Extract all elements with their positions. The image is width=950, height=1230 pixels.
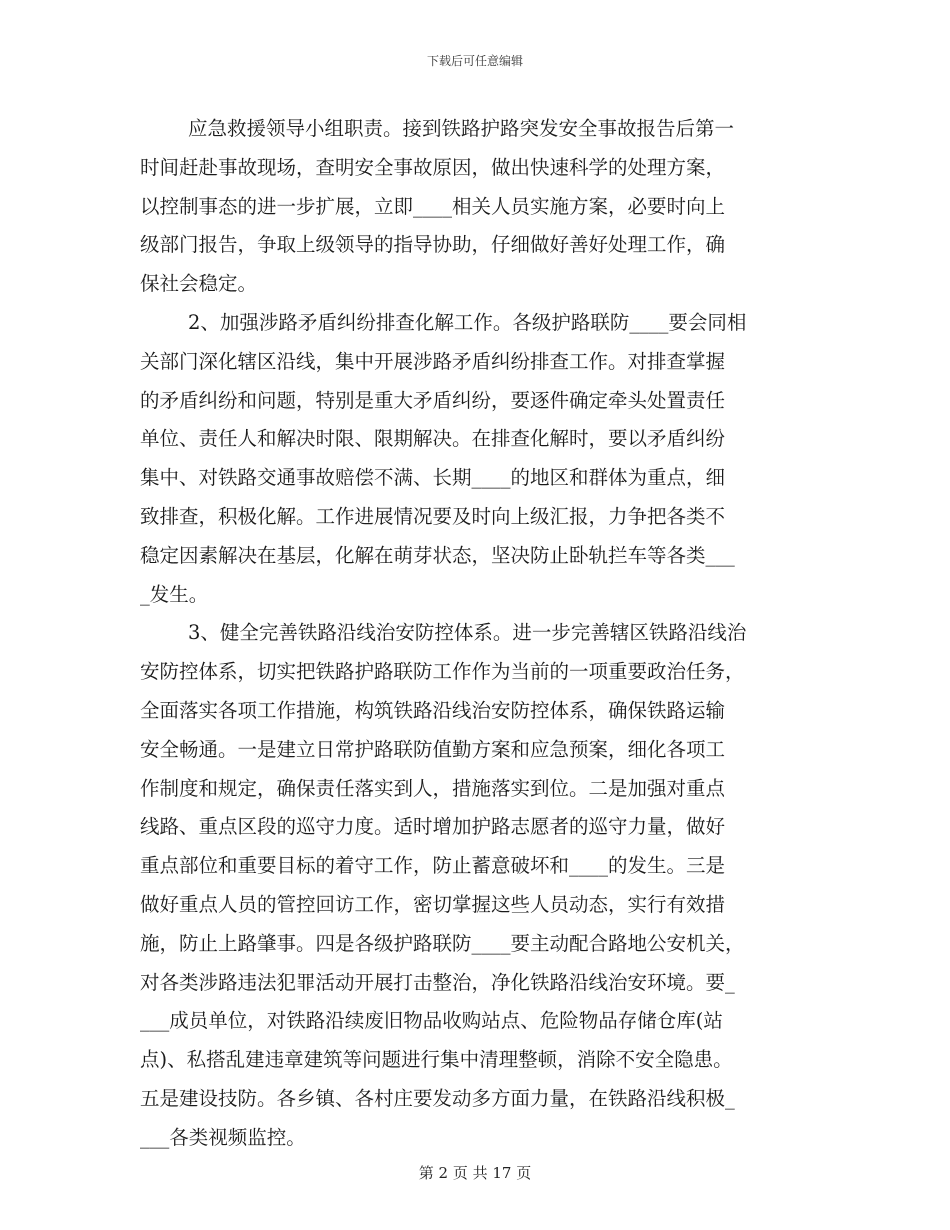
body-line: 单位、责任人和解决时限、限期解决。在排查化解时，要以矛盾纠纷 <box>140 427 726 451</box>
body-line: 致排查，积极化解。工作进展情况要及时向上级汇报，力争把各类不 <box>140 504 726 528</box>
body-line: 作制度和规定，确保责任落实到人，措施落实到位。二是加强对重点 <box>140 776 726 800</box>
body-line: 稳定因素解决在基层，化解在萌芽状态，坚决防止卧轨拦车等各类___ <box>140 543 735 567</box>
body-line: 关部门深化辖区沿线，集中开展涉路矛盾纠纷排查工作。对排查掌握 <box>140 349 726 373</box>
body-line: 施，防止上路肇事。四是各级护路联防____要主动配合路地公安机关， <box>140 931 745 955</box>
document-body <box>140 110 800 1158</box>
body-line: 2、加强涉路矛盾纠纷排查化解工作。各级护路联防____要会同相 <box>188 310 747 334</box>
body-line: 的矛盾纠纷和问题，特别是重大矛盾纠纷，要逐件确定牵头处置责任 <box>140 388 726 412</box>
body-line: 全面落实各项工作措施，构筑铁路沿线治安防控体系，确保铁路运输 <box>140 698 726 722</box>
body-line: 五是建设技防。各乡镇、各村庄要发动多方面力量，在铁路沿线积极_ <box>140 1086 735 1110</box>
body-line: 以控制事态的进一步扩展，立即____相关人员实施方案，必要时向上 <box>140 194 726 218</box>
body-line: 应急救援领导小组职责。接到铁路护路突发安全事故报告后第一 <box>188 117 735 140</box>
body-line: 级部门报告，争取上级领导的指导协助，仔细做好善好处理工作，确 <box>140 233 726 257</box>
body-line: 点)、私搭乱建违章建筑等问题进行集中清理整顿，消除不安全隐患。 <box>140 1048 733 1072</box>
body-line: 安防控体系，切实把铁路护路联防工作作为当前的一项重要政治任务， <box>140 660 745 684</box>
body-line: ___各类视频监控。 <box>140 1125 306 1149</box>
page-header: 下载后可任意编辑 <box>426 54 523 68</box>
body-line: 时间赶赴事故现场，查明安全事故原因，做出快速科学的处理方案， <box>140 155 726 179</box>
body-line: 重点部位和重要目标的着守工作，防止蓄意破坏和____的发生。三是 <box>140 854 726 878</box>
body-line: 集中、对铁路交通事故赔偿不满、长期____的地区和群体为重点，细 <box>140 466 726 490</box>
body-line: 对各类涉路违法犯罪活动开展打击整治，净化铁路沿线治安环境。要_ <box>140 970 735 994</box>
body-line: ___成员单位，对铁路沿续废旧物品收购站点、危险物品存储仓库(站 <box>140 1009 723 1033</box>
page-footer: 第 2 页 共 17 页 <box>418 1164 532 1182</box>
body-line: 做好重点人员的管控回访工作，密切掌握这些人员动态，实行有效措 <box>140 892 726 916</box>
body-line: _发生。 <box>140 582 209 606</box>
body-line: 安全畅通。一是建立日常护路联防值勤方案和应急预案，细化各项工 <box>140 737 726 761</box>
body-line: 3、健全完善铁路沿线治安防控体系。进一步完善辖区铁路沿线治 <box>188 621 747 645</box>
body-line: 保社会稳定。 <box>140 272 258 296</box>
body-line: 线路、重点区段的巡守力度。适时增加护路志愿者的巡守力量，做好 <box>140 815 726 839</box>
